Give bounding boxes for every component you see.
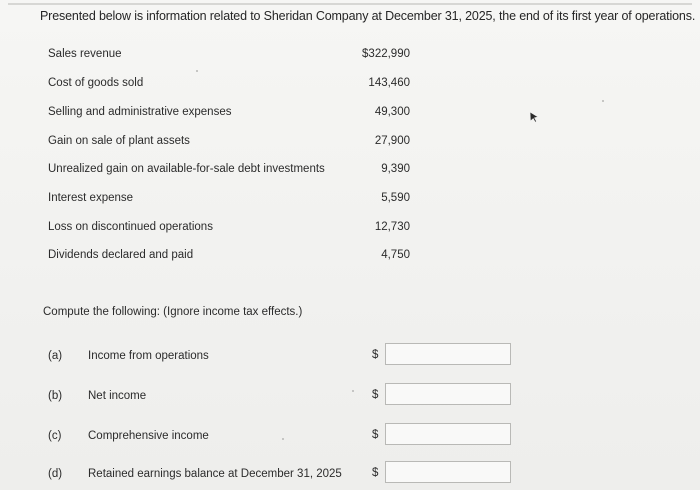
income-from-operations-input[interactable] (385, 343, 511, 365)
data-row-interest-expense (48, 192, 410, 210)
arrow-cursor-icon (528, 111, 540, 123)
data-row-selling-admin-expenses (48, 106, 410, 124)
comprehensive-income-input[interactable] (385, 423, 511, 445)
screen-speck (282, 438, 284, 440)
question-label: Income from operations (88, 350, 209, 362)
data-label: Gain on sale of plant assets (48, 135, 190, 147)
question-letter: (c) (48, 430, 62, 442)
retained-earnings-input[interactable] (385, 461, 511, 483)
data-label: Interest expense (48, 192, 134, 204)
data-label: Loss on discontinued operations (48, 221, 213, 233)
screen-speck (196, 70, 198, 72)
currency-symbol: $ (372, 389, 379, 401)
data-label: Dividends declared and paid (48, 249, 194, 261)
data-label: Sales revenue (48, 48, 122, 60)
question-row-b (48, 383, 518, 411)
data-value: 5,590 (381, 192, 410, 204)
question-label: Retained earnings balance at December 31, 2025 (88, 468, 342, 480)
intro-text: Presented below is information related to Sheridan Company at December 31, 2025, the end of its first year of operations. (40, 9, 696, 23)
currency-symbol: $ (372, 467, 379, 479)
data-row-gain-on-sale (48, 135, 410, 153)
data-row-dividends (48, 249, 410, 267)
question-letter: (a) (48, 350, 63, 362)
question-label: Comprehensive income (88, 430, 209, 442)
data-value: 27,900 (374, 135, 410, 147)
data-value: $322,990 (362, 48, 410, 60)
data-label: Selling and administrative expenses (48, 106, 232, 118)
data-row-cost-of-goods-sold (48, 77, 410, 95)
currency-symbol: $ (372, 349, 379, 361)
data-value: 143,460 (368, 77, 410, 89)
data-value: 4,750 (381, 249, 410, 261)
question-letter: (d) (48, 468, 63, 480)
question-label: Net income (88, 390, 147, 402)
data-label: Unrealized gain on available-for-sale debt investments (48, 163, 325, 175)
data-row-unrealized-gain (48, 163, 410, 181)
screen-speck (602, 100, 604, 102)
question-row-c (48, 423, 518, 451)
data-value: 12,730 (374, 221, 410, 233)
question-row-d (48, 461, 518, 489)
data-row-loss-discontinued (48, 221, 410, 239)
data-label: Cost of goods sold (48, 77, 144, 89)
screen-speck (352, 390, 354, 392)
compute-instructions: Compute the following: (Ignore income tax effects.) (43, 306, 303, 318)
question-letter: (b) (48, 390, 63, 402)
net-income-input[interactable] (385, 383, 511, 405)
top-divider (8, 3, 692, 5)
question-row-a (48, 343, 518, 371)
data-value: 49,300 (374, 106, 410, 118)
currency-symbol: $ (372, 429, 379, 441)
data-row-sales-revenue (48, 48, 410, 66)
data-value: 9,390 (381, 163, 410, 175)
